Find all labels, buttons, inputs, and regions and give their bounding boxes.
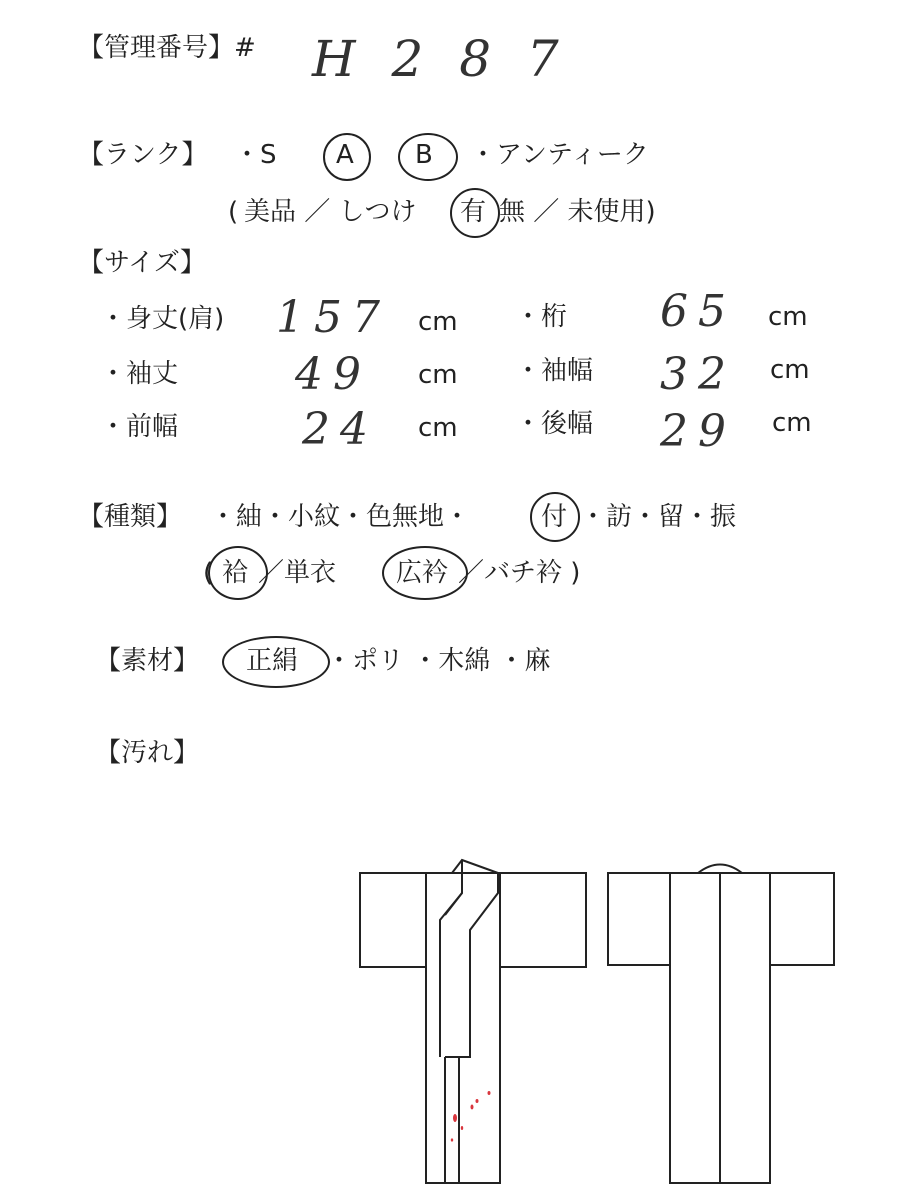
type-open-paren: (	[203, 558, 214, 588]
type-hiroeri: 広衿	[396, 558, 449, 588]
kimono-front	[360, 860, 586, 1183]
kimono-back	[608, 865, 834, 1184]
rank-label: 【ランク】	[78, 140, 208, 170]
rank-a: A	[336, 140, 354, 170]
shitsuke-yes: 有	[460, 197, 487, 227]
type-line1: ・紬・小紋・色無地・	[210, 502, 471, 532]
type-bachieri: ／バチ衿 )	[458, 558, 581, 588]
type-label: 【種類】	[78, 502, 183, 532]
size-row-unit: cm	[772, 408, 812, 438]
material-label: 【素材】	[95, 646, 200, 676]
size-row-value: 49	[295, 349, 371, 400]
size-row-unit: cm	[418, 360, 458, 390]
type-tsuke: 付	[541, 502, 568, 532]
rank-s: ・S	[234, 140, 277, 170]
stain-marks	[451, 1091, 491, 1142]
size-row-value: 24	[302, 404, 378, 455]
rank-sub-open: (	[228, 197, 239, 227]
rank-antique: ・アンティーク	[470, 140, 649, 170]
rank-b: B	[415, 140, 433, 170]
size-row-name: ・前幅	[100, 412, 179, 442]
size-row-name: ・袖丈	[100, 359, 179, 389]
type-line1b: ・訪・留・振	[580, 502, 737, 532]
size-row-name: ・桁	[515, 302, 568, 332]
material-rest: ・ポリ ・木綿 ・麻	[326, 646, 551, 676]
control-number-value: H 2 8 7	[312, 30, 569, 88]
size-row-unit: cm	[418, 307, 458, 337]
size-row-value: 157	[276, 292, 390, 343]
control-number-label: 【管理番号】#	[78, 33, 256, 63]
rank-sub-rest: 無 ／ 未使用)	[499, 197, 656, 227]
size-row-name: ・身丈(肩)	[100, 304, 225, 334]
size-row-name: ・後幅	[515, 409, 594, 439]
type-awase: 袷	[222, 558, 249, 588]
size-row-name: ・袖幅	[515, 356, 594, 386]
size-label: 【サイズ】	[78, 248, 206, 278]
size-row-value: 65	[660, 286, 736, 337]
material-silk: 正絹	[246, 646, 299, 676]
size-row-value: 32	[660, 349, 736, 400]
size-row-unit: cm	[768, 302, 808, 332]
size-row-value: 29	[660, 406, 736, 457]
type-hitoe: ／単衣	[258, 558, 337, 588]
stain-label: 【汚れ】	[95, 738, 200, 768]
size-row-unit: cm	[418, 413, 458, 443]
size-row-unit: cm	[770, 355, 810, 385]
rank-sub-beauty: 美品 ／ しつけ	[244, 197, 417, 227]
